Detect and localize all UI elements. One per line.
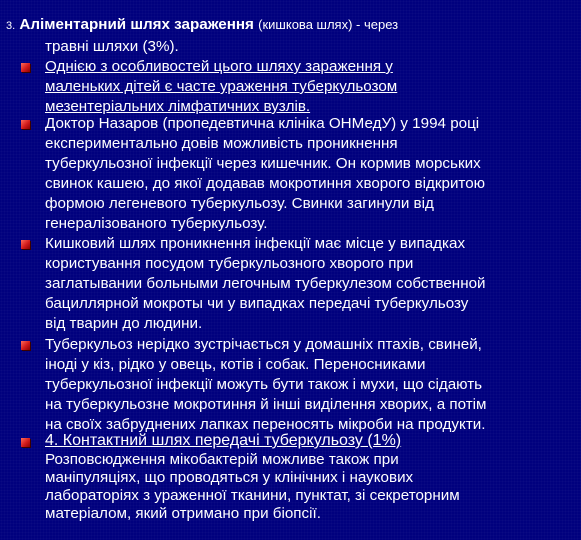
bullet4-line: туберкульозної інфекції можуть бути також і мухи, що сідають	[45, 376, 483, 393]
section-number: 3.	[6, 20, 16, 32]
bullet-icon	[21, 120, 30, 129]
bullet1-line: мезентеріальних лімфатичних вузлів.	[45, 98, 311, 115]
bullet2-line: туберкульозної інфекції через кишечник. Он кормив морських	[45, 155, 481, 172]
bullet5-line: маніпуляціях, що проводяться у клінічних і наукових	[45, 469, 414, 486]
bullet2-line: формою легеневого туберкульозу. Свинки загинули від	[45, 195, 434, 212]
bullet-icon	[21, 240, 30, 249]
bullet5-line: матеріалом, який отримано при біопсії.	[45, 505, 321, 522]
bullet2-line: свинок кашею, до якої додавав мокротиння хворого відкритою	[45, 175, 486, 192]
bullet4-line: на туберкульозне мокротиння й інші виділення хворих, а потім	[45, 396, 487, 413]
bullet3-line: заглатывании больными легочным туберкулезом собственной	[45, 275, 486, 292]
section4-title: 4. Контактний шлях передачі туберкульозу (1%)	[45, 432, 402, 449]
bullet4-line: іноді у кіз, рідко у овець, котів і собак. Переносниками	[45, 356, 426, 373]
bullet-icon	[21, 438, 30, 447]
bullet4-line: на своїх забруднених лапках переносять мікроби на продукти.	[45, 416, 486, 433]
bullet4-line: Туберкульоз нерідко зустрічається у домашніх птахів, свиней,	[45, 336, 482, 353]
section3-heading	[6, 17, 398, 34]
bullet-icon	[21, 63, 30, 72]
bullet3-line: бациллярной мокроты чи у випадках передачі туберкульозу	[45, 295, 469, 312]
bullet3-line: від тварин до людини.	[45, 315, 203, 332]
bullet1-line: маленьких дітей є часте ураження туберкульозом	[45, 78, 398, 95]
bullet-icon	[21, 341, 30, 350]
section-title: Аліментарний шлях зараження	[19, 16, 254, 33]
bullet3-line: Кишковий шлях проникнення інфекції має місце у випадках	[45, 235, 466, 252]
section-title-rest: (кишкова шлях) - через	[258, 17, 399, 32]
bullet3-line: користування посудом туберкульозного хворого при	[45, 255, 414, 272]
section-title-line2: травні шляхи (3%).	[45, 38, 179, 55]
bullet1-line: Однією з особливостей цього шляху зараження у	[45, 58, 393, 75]
bullet5-line: Розповсюдження мікобактерій можливе також при	[45, 451, 399, 468]
bullet2-line: Доктор Назаров (пропедевтична клініка ОНМедУ) у 1994 році	[45, 115, 480, 132]
bullet2-line: експериментально довів можливість проникнення	[45, 135, 398, 152]
bullet5-line: лабораторіях з ураженної тканини, пунктат, зі секреторним	[45, 487, 460, 504]
bullet2-line: генералізованого туберкульозу.	[45, 215, 268, 232]
